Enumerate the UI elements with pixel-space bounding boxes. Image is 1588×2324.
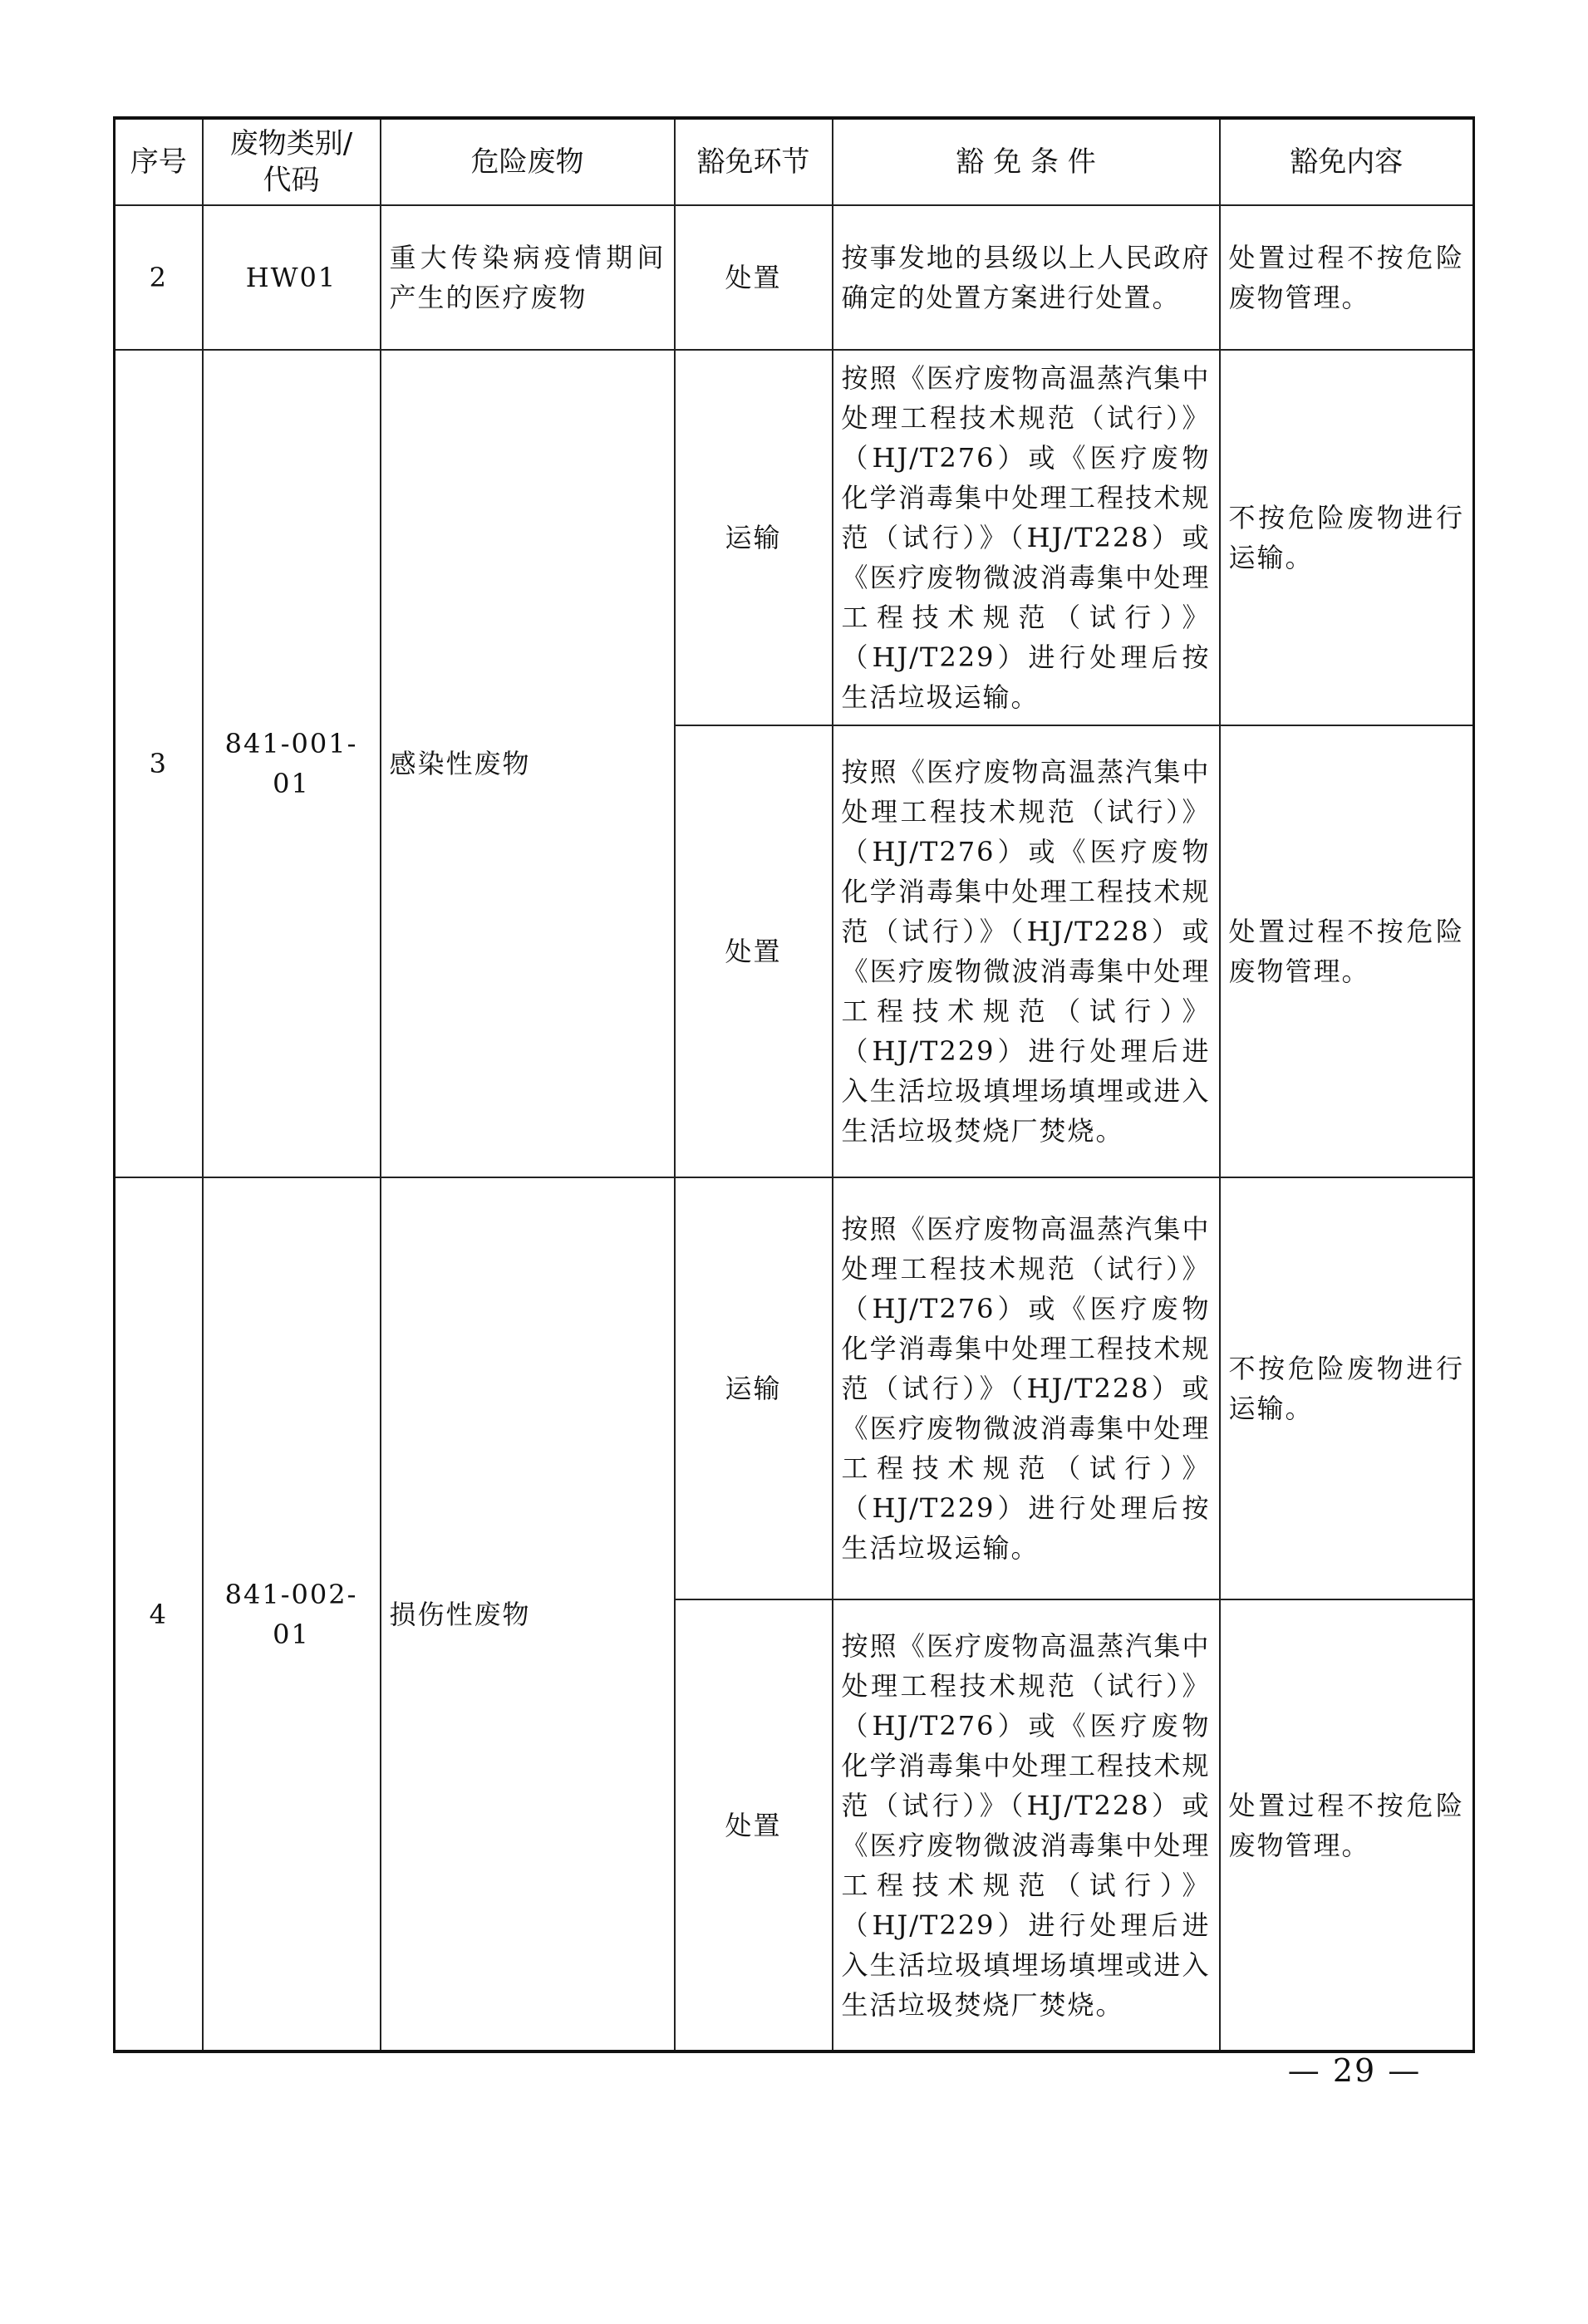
table-header-row: [115, 118, 1474, 205]
row-content: 不按危险废物进行运输。: [1220, 350, 1474, 725]
row-condition: 按事发地的县级以上人民政府确定的处置方案进行处置。: [833, 205, 1220, 350]
row-waste: 感染性废物: [381, 350, 675, 1177]
row-content: 处置过程不按危险废物管理。: [1220, 205, 1474, 350]
table-row: [115, 205, 1474, 350]
row-content: 处置过程不按危险废物管理。: [1220, 1599, 1474, 2051]
row-code: HW01: [203, 205, 381, 350]
table-row: [115, 1177, 1474, 1599]
row-content: 处置过程不按危险废物管理。: [1220, 725, 1474, 1177]
header-stage: 豁免环节: [675, 118, 833, 205]
row-stage: 处置: [675, 725, 833, 1177]
row-code: 841-001-01: [203, 350, 381, 1177]
header-waste: 危险废物: [381, 118, 675, 205]
header-content: 豁免内容: [1220, 118, 1474, 205]
exemption-table: [113, 116, 1475, 2053]
row-code: 841-002-01: [203, 1177, 381, 2051]
page-number: — 29 —: [1287, 2052, 1422, 2089]
header-index: 序号: [115, 118, 203, 205]
row-index: 2: [115, 205, 203, 350]
row-stage: 运输: [675, 350, 833, 725]
row-condition: 按照《医疗废物高温蒸汽集中处理工程技术规范（试行）》（HJ/T276）或《医疗废物化学消毒集中处理工程技术规范（试行）》（HJ/T228）或《医疗废物微波消毒集中处理工程技术规范（试行）》（HJ/T229）进行处理后按生活垃圾运输。: [833, 350, 1220, 725]
row-condition: 按照《医疗废物高温蒸汽集中处理工程技术规范（试行）》（HJ/T276）或《医疗废物化学消毒集中处理工程技术规范（试行）》（HJ/T228）或《医疗废物微波消毒集中处理工程技术规范（试行）》（HJ/T229）进行处理后进入生活垃圾填埋场填埋或进入生活垃圾焚烧厂焚烧。: [833, 1599, 1220, 2051]
row-index: 3: [115, 350, 203, 1177]
row-condition: 按照《医疗废物高温蒸汽集中处理工程技术规范（试行）》（HJ/T276）或《医疗废物化学消毒集中处理工程技术规范（试行）》（HJ/T228）或《医疗废物微波消毒集中处理工程技术规范（试行）》（HJ/T229）进行处理后进入生活垃圾填埋场填埋或进入生活垃圾焚烧厂焚烧。: [833, 725, 1220, 1177]
row-stage: 处置: [675, 1599, 833, 2051]
row-waste: 重大传染病疫情期间产生的医疗废物: [381, 205, 675, 350]
row-condition: 按照《医疗废物高温蒸汽集中处理工程技术规范（试行）》（HJ/T276）或《医疗废物化学消毒集中处理工程技术规范（试行）》（HJ/T228）或《医疗废物微波消毒集中处理工程技术规范（试行）》（HJ/T229）进行处理后按生活垃圾运输。: [833, 1177, 1220, 1599]
row-index: 4: [115, 1177, 203, 2051]
header-category-code: 废物类别/代码: [203, 118, 381, 205]
row-content: 不按危险废物进行运输。: [1220, 1177, 1474, 1599]
row-waste: 损伤性废物: [381, 1177, 675, 2051]
row-stage: 处置: [675, 205, 833, 350]
header-conditions: 豁 免 条 件: [833, 118, 1220, 205]
table-row: [115, 350, 1474, 725]
row-stage: 运输: [675, 1177, 833, 1599]
